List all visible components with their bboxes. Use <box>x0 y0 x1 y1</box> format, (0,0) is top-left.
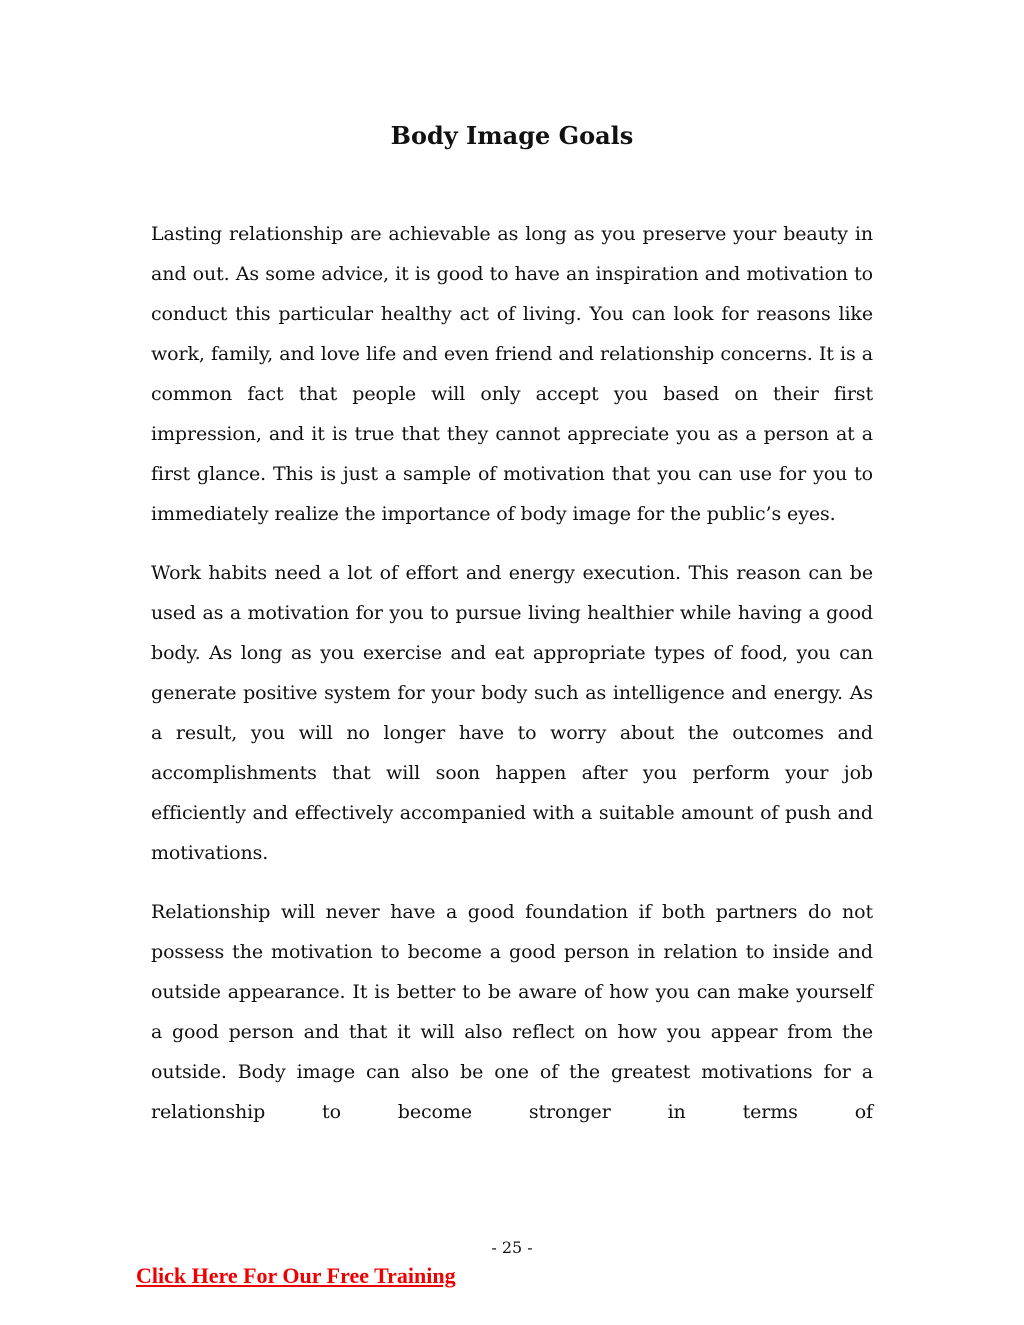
body-text <box>151 214 873 1151</box>
page-number: - 25 - <box>491 1238 533 1257</box>
paragraph-3: Relationship will never have a good foundation if both partners do not possess the motivation to become a good person in relation to inside and outside appearance. It is better to be aware of how you can make yourself a good person and that it will also reflect on how you appear from the outside. Body image can also be one of the greatest motivations for a relationship to become stronger in terms of <box>151 901 873 1123</box>
page-title: Body Image Goals <box>390 121 634 150</box>
paragraph-1: Lasting relationship are achievable as long as you preserve your beauty in and out. As some advice, it is good to have an inspiration and motivation to conduct this particular healthy act of living. You can look for reasons like work, family, and love life and even friend and relationship concerns. It is a common fact that people will only accept you based on their first impression, and it is true that they cannot appreciate you as a person at a first glance. This is just a sample of motivation that you can use for you to immediately realize the importance of body image for the public’s eyes. <box>151 223 873 525</box>
free-training-link[interactable]: Click Here For Our Free Training <box>136 1263 456 1288</box>
paragraph-2: Work habits need a lot of effort and energy execution. This reason can be used as a motivation for you to pursue living healthier while having a good body. As long as you exercise and eat appropriate types of food, you can generate positive system for your body such as intelligence and energy. As a result, you will no longer have to worry about the outcomes and accomplishments that will soon happen after you perform your job efficiently and effectively accompanied with a suitable amount of push and motivations. <box>151 562 873 864</box>
